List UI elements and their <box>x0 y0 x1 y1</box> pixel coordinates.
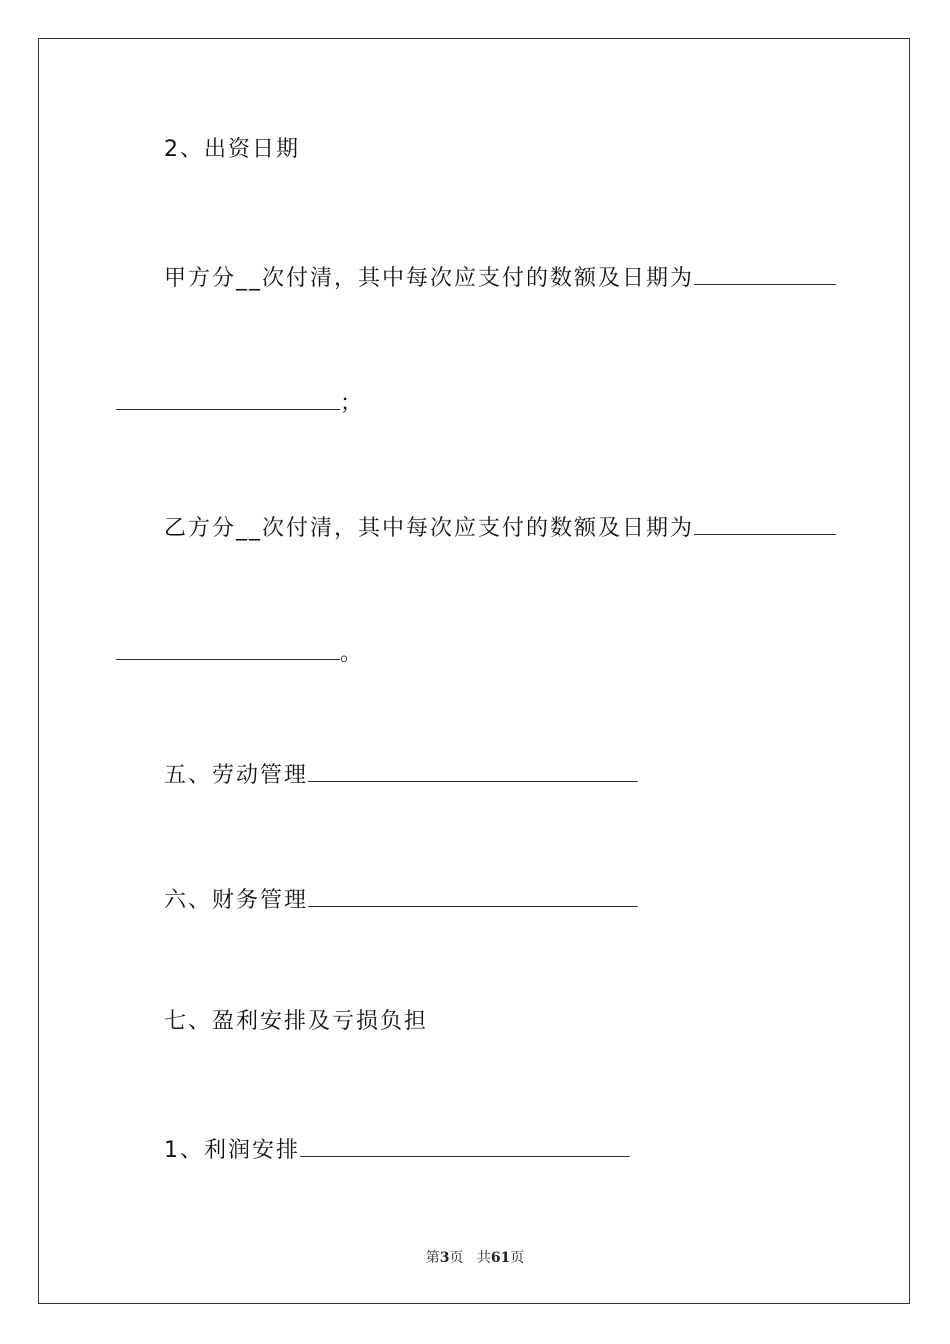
page-frame <box>38 38 910 1304</box>
line-text: 1、利润安排 <box>164 1138 300 1163</box>
page-suffix: 页 <box>449 1250 464 1266</box>
page-number: 3 <box>439 1250 450 1266</box>
line-text: 甲方分__次付清，其中每次应支付的数额及日期为 <box>164 266 695 291</box>
line-text: 乙方分__次付清，其中每次应支付的数额及日期为 <box>164 516 695 541</box>
line-text: 六、财务管理 <box>164 888 309 913</box>
fill-blank[interactable] <box>308 884 638 907</box>
fill-blank[interactable] <box>116 387 340 410</box>
party-b-payment-continuation <box>116 637 364 667</box>
total-suffix: 页 <box>510 1250 525 1266</box>
party-b-payment-line <box>164 512 836 542</box>
line-text: ； <box>340 391 365 416</box>
section-financial-management <box>164 884 638 914</box>
fill-blank[interactable] <box>694 262 836 285</box>
fill-blank[interactable] <box>694 512 836 535</box>
party-a-payment-line <box>164 262 836 292</box>
profit-arrangement-line <box>164 1134 630 1164</box>
fill-blank[interactable] <box>300 1134 630 1157</box>
line-text: 。 <box>340 641 365 666</box>
page-footer <box>0 1247 950 1267</box>
total-prefix: 共 <box>476 1250 491 1266</box>
fill-blank[interactable] <box>308 759 638 782</box>
fill-blank[interactable] <box>116 637 340 660</box>
section-title-investment-date <box>164 137 300 163</box>
section-profit-and-loss <box>164 1009 428 1035</box>
party-a-payment-continuation <box>116 387 364 417</box>
line-text: 七、盈利安排及亏损负担 <box>164 1009 429 1034</box>
section-labor-management <box>164 759 638 789</box>
total-pages: 61 <box>490 1250 511 1266</box>
line-text: 五、劳动管理 <box>164 763 309 788</box>
page-prefix: 第 <box>425 1250 440 1266</box>
line-text: 2、出资日期 <box>164 137 300 162</box>
